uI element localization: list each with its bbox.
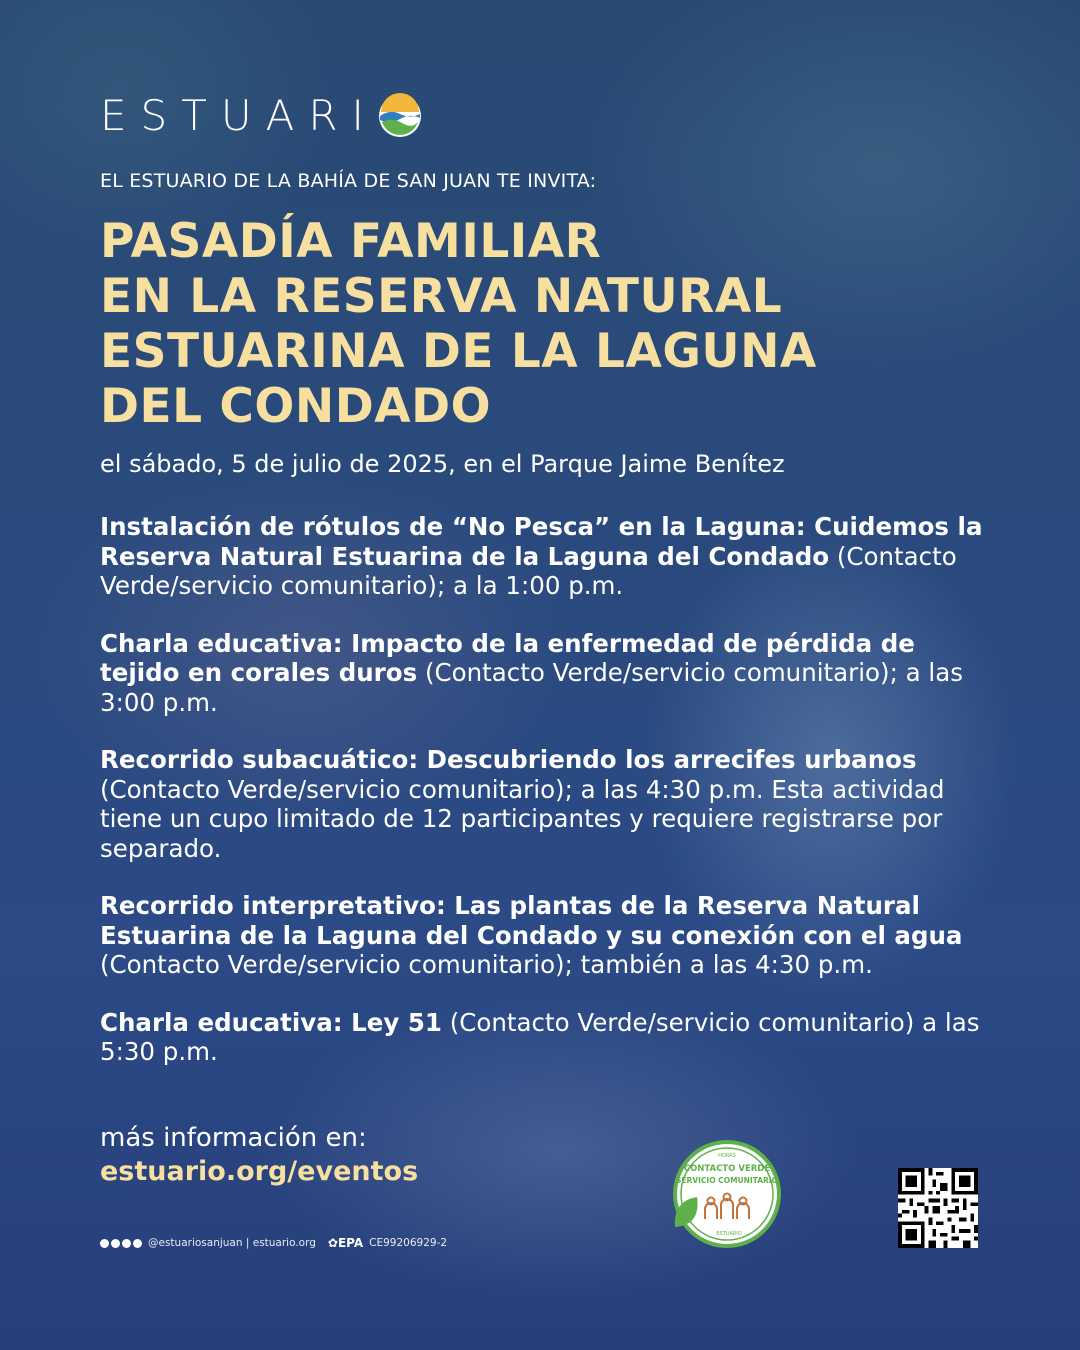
footer xyxy=(100,1236,447,1250)
title-line: EN LA RESERVA NATURAL xyxy=(100,269,783,324)
event-item xyxy=(100,512,1000,601)
event-title-text: Recorrido subacuático: Descubriendo los arrecifes urbanos xyxy=(100,745,917,774)
event-title xyxy=(100,214,1000,434)
epa-flower-icon: ✿ xyxy=(327,1236,338,1250)
youtube-icon[interactable] xyxy=(133,1239,142,1248)
event-list xyxy=(100,512,1000,1095)
grant-number: CE99206929-2 xyxy=(369,1237,448,1249)
invitation-line: EL ESTUARIO DE LA BAHÍA DE SAN JUAN TE INVITA: xyxy=(100,170,597,192)
social-icons xyxy=(100,1239,142,1248)
event-date: el sábado, 5 de julio de 2025, en el Parque Jaime Benítez xyxy=(100,450,785,478)
event-item xyxy=(100,745,1000,863)
badge-line2: SERVICIO COMUNITARIO xyxy=(676,1176,778,1185)
epa-text: EPA xyxy=(337,1236,364,1250)
instagram-icon[interactable] xyxy=(111,1239,120,1248)
event-title-text: Instalación de rótulos de “No Pesca” en la Laguna: Cuidemos la Reserva Natural Estuarina de la Laguna del Condado xyxy=(100,512,983,571)
epa-logo xyxy=(328,1236,363,1250)
event-title-text: Recorrido interpretativo: Las plantas de la Reserva Natural Estuarina de la Laguna del Condado y su conexión con el agua xyxy=(100,891,963,950)
badge-top: HORAS xyxy=(718,1153,736,1159)
title-line: DEL CONDADO xyxy=(100,379,492,434)
estuario-logo xyxy=(100,92,424,140)
more-info-link[interactable]: estuario.org/eventos xyxy=(100,1156,419,1187)
event-item xyxy=(100,629,1000,718)
event-details: (Contacto Verde/servicio comunitario); también a las 4:30 p.m. xyxy=(100,950,873,979)
facebook-icon[interactable] xyxy=(100,1239,109,1248)
event-item xyxy=(100,1008,1000,1067)
event-title-text: Charla educativa: Impacto de la enfermedad de pérdida de tejido en corales duros xyxy=(100,628,915,687)
contacto-verde-badge xyxy=(667,1139,787,1249)
footer-handle: @estuariosanjuan | estuario.org xyxy=(148,1237,316,1249)
title-line: PASADÍA FAMILIAR xyxy=(100,214,602,269)
event-details: (Contacto Verde/servicio comunitario); a las 4:30 p.m. Esta actividad tiene un cupo limitado de 12 participantes y requiere registrarse por separado. xyxy=(100,774,945,863)
qr-code[interactable] xyxy=(898,1168,978,1248)
logo-wordmark: ESTUARI xyxy=(100,91,378,140)
more-info-label: más información en: xyxy=(100,1123,367,1153)
title-line: ESTUARINA DE LA LAGUNA xyxy=(100,324,817,379)
event-title-text: Charla educativa: Ley 51 xyxy=(100,1007,442,1037)
badge-line1: CONTACTO VERDE xyxy=(683,1164,771,1174)
twitter-icon[interactable] xyxy=(122,1239,131,1248)
estuario-logo-icon xyxy=(376,92,424,140)
event-details: (Contacto Verde/servicio comunitario); a la 1:00 p.m. xyxy=(100,541,957,600)
event-details: (Contacto Verde/servicio comunitario) a las 5:30 p.m. xyxy=(100,1007,980,1066)
badge-bottom: ESTUARIO xyxy=(716,1231,742,1237)
event-details: (Contacto Verde/servicio comunitario); a las 3:00 p.m. xyxy=(100,658,964,717)
event-item xyxy=(100,891,1000,980)
